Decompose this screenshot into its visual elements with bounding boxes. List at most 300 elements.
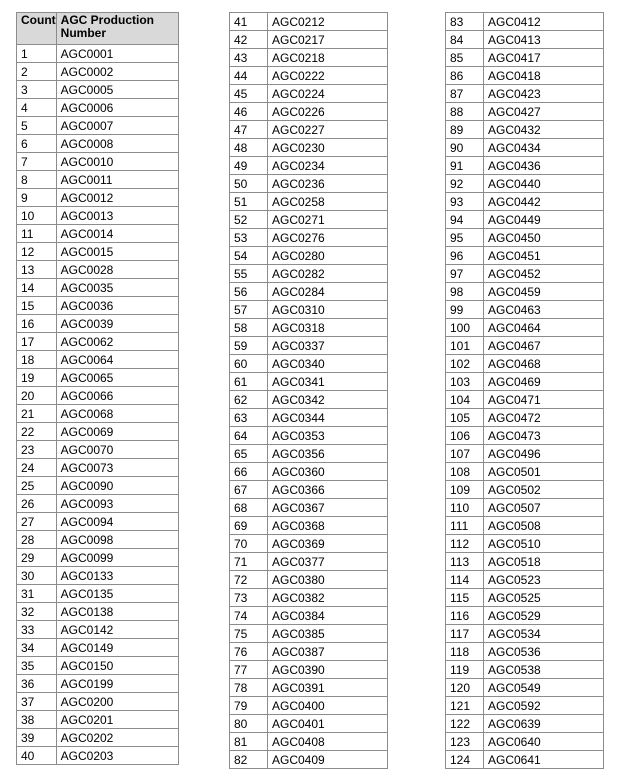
table-row [230, 733, 388, 751]
production-number-cell: AGC0472 [484, 409, 604, 427]
count-cell: 52 [230, 211, 268, 229]
count-cell: 82 [230, 751, 268, 769]
count-cell: 105 [446, 409, 484, 427]
table-row [17, 189, 179, 207]
count-cell: 50 [230, 175, 268, 193]
count-cell: 83 [446, 13, 484, 31]
table-row [446, 319, 604, 337]
count-cell: 117 [446, 625, 484, 643]
count-cell: 57 [230, 301, 268, 319]
count-cell: 62 [230, 391, 268, 409]
table-row [230, 409, 388, 427]
production-number-cell: AGC0467 [484, 337, 604, 355]
count-cell: 64 [230, 427, 268, 445]
production-number-cell: AGC0452 [484, 265, 604, 283]
table-row [230, 49, 388, 67]
count-cell: 123 [446, 733, 484, 751]
table-row [17, 225, 179, 243]
table-row [446, 355, 604, 373]
production-number-cell: AGC0014 [56, 225, 178, 243]
count-cell: 47 [230, 121, 268, 139]
count-cell: 95 [446, 229, 484, 247]
production-number-cell: AGC0367 [268, 499, 388, 517]
table-row [230, 103, 388, 121]
production-table-2 [229, 12, 388, 769]
table-row [230, 193, 388, 211]
production-number-cell: AGC0230 [268, 139, 388, 157]
production-number-cell: AGC0449 [484, 211, 604, 229]
count-cell: 89 [446, 121, 484, 139]
table-row [17, 369, 179, 387]
count-cell: 15 [17, 297, 57, 315]
production-number-cell: AGC0536 [484, 643, 604, 661]
production-number-cell: AGC0066 [56, 387, 178, 405]
table-row [17, 639, 179, 657]
table-row [230, 31, 388, 49]
table-row [17, 99, 179, 117]
count-cell: 98 [446, 283, 484, 301]
count-cell: 25 [17, 477, 57, 495]
count-cell: 38 [17, 711, 57, 729]
production-number-cell: AGC0013 [56, 207, 178, 225]
production-number-cell: AGC0641 [484, 751, 604, 769]
count-cell: 29 [17, 549, 57, 567]
count-cell: 8 [17, 171, 57, 189]
count-cell: 55 [230, 265, 268, 283]
table-row [17, 747, 179, 765]
production-number-cell: AGC0538 [484, 661, 604, 679]
production-number-cell: AGC0212 [268, 13, 388, 31]
count-cell: 106 [446, 427, 484, 445]
count-cell: 100 [446, 319, 484, 337]
production-number-cell: AGC0217 [268, 31, 388, 49]
count-cell: 90 [446, 139, 484, 157]
table-row [17, 459, 179, 477]
production-number-cell: AGC0142 [56, 621, 178, 639]
count-cell: 76 [230, 643, 268, 661]
production-number-cell: AGC0218 [268, 49, 388, 67]
production-number-cell: AGC0427 [484, 103, 604, 121]
count-cell: 12 [17, 243, 57, 261]
table-row [17, 693, 179, 711]
table-row [17, 621, 179, 639]
count-cell: 93 [446, 193, 484, 211]
production-number-cell: AGC0366 [268, 481, 388, 499]
table-row [446, 679, 604, 697]
production-number-cell: AGC0090 [56, 477, 178, 495]
table-row [446, 157, 604, 175]
count-cell: 58 [230, 319, 268, 337]
count-cell: 121 [446, 697, 484, 715]
table-row [446, 373, 604, 391]
table-row [446, 193, 604, 211]
table-row [446, 715, 604, 733]
table-row [17, 117, 179, 135]
production-number-cell: AGC0534 [484, 625, 604, 643]
count-cell: 120 [446, 679, 484, 697]
production-number-cell: AGC0005 [56, 81, 178, 99]
table-row [17, 153, 179, 171]
production-number-cell: AGC0284 [268, 283, 388, 301]
count-cell: 20 [17, 387, 57, 405]
count-cell: 118 [446, 643, 484, 661]
production-number-cell: AGC0015 [56, 243, 178, 261]
table-row [446, 49, 604, 67]
table-row [230, 67, 388, 85]
count-cell: 36 [17, 675, 57, 693]
table-row [230, 481, 388, 499]
production-number-cell: AGC0201 [56, 711, 178, 729]
count-cell: 86 [446, 67, 484, 85]
production-number-cell: AGC0098 [56, 531, 178, 549]
count-cell: 26 [17, 495, 57, 513]
count-cell: 66 [230, 463, 268, 481]
count-cell: 99 [446, 301, 484, 319]
production-number-cell: AGC0469 [484, 373, 604, 391]
table-row [17, 675, 179, 693]
production-number-cell: AGC0417 [484, 49, 604, 67]
production-number-cell: AGC0400 [268, 697, 388, 715]
table-row [446, 589, 604, 607]
count-cell: 40 [17, 747, 57, 765]
count-cell: 27 [17, 513, 57, 531]
count-cell: 43 [230, 49, 268, 67]
production-number-cell: AGC0412 [484, 13, 604, 31]
table-row [446, 211, 604, 229]
count-cell: 87 [446, 85, 484, 103]
count-cell: 17 [17, 333, 57, 351]
production-number-cell: AGC0382 [268, 589, 388, 607]
production-number-cell: AGC0028 [56, 261, 178, 279]
table-row [446, 103, 604, 121]
production-number-cell: AGC0202 [56, 729, 178, 747]
table-row [446, 247, 604, 265]
table-row [446, 121, 604, 139]
table-row [230, 553, 388, 571]
table-row [230, 13, 388, 31]
table-row [446, 643, 604, 661]
count-cell: 115 [446, 589, 484, 607]
count-cell: 68 [230, 499, 268, 517]
production-number-cell: AGC0464 [484, 319, 604, 337]
count-cell: 11 [17, 225, 57, 243]
production-number-cell: AGC0463 [484, 301, 604, 319]
production-number-cell: AGC0150 [56, 657, 178, 675]
count-cell: 94 [446, 211, 484, 229]
production-number-cell: AGC0149 [56, 639, 178, 657]
table-row [230, 373, 388, 391]
production-number-cell: AGC0408 [268, 733, 388, 751]
count-cell: 111 [446, 517, 484, 535]
count-cell: 102 [446, 355, 484, 373]
count-cell: 109 [446, 481, 484, 499]
count-cell: 113 [446, 553, 484, 571]
count-cell: 79 [230, 697, 268, 715]
production-number-cell: AGC0471 [484, 391, 604, 409]
table-row [230, 679, 388, 697]
production-number-cell: AGC0380 [268, 571, 388, 589]
table-row [230, 301, 388, 319]
production-number-cell: AGC0036 [56, 297, 178, 315]
table-row [17, 531, 179, 549]
count-cell: 30 [17, 567, 57, 585]
production-number-cell: AGC0280 [268, 247, 388, 265]
count-cell: 101 [446, 337, 484, 355]
production-number-cell: AGC0451 [484, 247, 604, 265]
table-row [17, 387, 179, 405]
table-row [230, 751, 388, 769]
table-row [230, 661, 388, 679]
table-row [17, 243, 179, 261]
table-row [230, 463, 388, 481]
count-cell: 85 [446, 49, 484, 67]
production-number-cell: AGC0006 [56, 99, 178, 117]
table-row [230, 85, 388, 103]
count-cell: 77 [230, 661, 268, 679]
count-cell: 61 [230, 373, 268, 391]
production-number-cell: AGC0068 [56, 405, 178, 423]
table-row [17, 135, 179, 153]
table-row [17, 603, 179, 621]
production-number-cell: AGC0423 [484, 85, 604, 103]
production-number-cell: AGC0387 [268, 643, 388, 661]
table-row [446, 481, 604, 499]
count-cell: 56 [230, 283, 268, 301]
production-number-cell: AGC0356 [268, 445, 388, 463]
production-number-header: AGC Production Number [56, 13, 178, 45]
table-row [446, 139, 604, 157]
table-row [230, 337, 388, 355]
production-number-cell: AGC0337 [268, 337, 388, 355]
count-cell: 42 [230, 31, 268, 49]
count-cell: 13 [17, 261, 57, 279]
table-row [446, 391, 604, 409]
table-row [17, 279, 179, 297]
production-number-cell: AGC0390 [268, 661, 388, 679]
count-cell: 44 [230, 67, 268, 85]
table-row [230, 643, 388, 661]
production-number-cell: AGC0368 [268, 517, 388, 535]
count-cell: 41 [230, 13, 268, 31]
count-cell: 37 [17, 693, 57, 711]
production-number-cell: AGC0640 [484, 733, 604, 751]
table-row [446, 13, 604, 31]
count-cell: 16 [17, 315, 57, 333]
count-cell: 48 [230, 139, 268, 157]
production-number-cell: AGC0224 [268, 85, 388, 103]
production-number-cell: AGC0344 [268, 409, 388, 427]
production-number-cell: AGC0440 [484, 175, 604, 193]
count-cell: 1 [17, 45, 57, 63]
count-header: Count [17, 13, 57, 45]
table-row [230, 607, 388, 625]
production-number-cell: AGC0391 [268, 679, 388, 697]
production-number-cell: AGC0227 [268, 121, 388, 139]
table-row [230, 535, 388, 553]
count-cell: 75 [230, 625, 268, 643]
production-number-cell: AGC0282 [268, 265, 388, 283]
production-number-cell: AGC0008 [56, 135, 178, 153]
table-row [446, 553, 604, 571]
table-row [230, 247, 388, 265]
count-cell: 73 [230, 589, 268, 607]
table-row [446, 733, 604, 751]
table-row [230, 391, 388, 409]
count-cell: 107 [446, 445, 484, 463]
production-number-cell: AGC0401 [268, 715, 388, 733]
production-number-cell: AGC0508 [484, 517, 604, 535]
production-number-cell: AGC0507 [484, 499, 604, 517]
count-cell: 122 [446, 715, 484, 733]
count-cell: 23 [17, 441, 57, 459]
table-row [17, 261, 179, 279]
production-number-cell: AGC0138 [56, 603, 178, 621]
table-row [446, 427, 604, 445]
count-cell: 21 [17, 405, 57, 423]
production-number-cell: AGC0592 [484, 697, 604, 715]
production-number-cell: AGC0070 [56, 441, 178, 459]
production-number-cell: AGC0203 [56, 747, 178, 765]
production-number-cell: AGC0450 [484, 229, 604, 247]
count-cell: 112 [446, 535, 484, 553]
count-cell: 84 [446, 31, 484, 49]
count-cell: 119 [446, 661, 484, 679]
production-number-cell: AGC0001 [56, 45, 178, 63]
count-cell: 91 [446, 157, 484, 175]
count-cell: 78 [230, 679, 268, 697]
production-number-cell: AGC0062 [56, 333, 178, 351]
table-row [17, 567, 179, 585]
table-row [17, 423, 179, 441]
count-cell: 72 [230, 571, 268, 589]
count-cell: 4 [17, 99, 57, 117]
table-row [446, 571, 604, 589]
production-number-cell: AGC0473 [484, 427, 604, 445]
count-cell: 39 [17, 729, 57, 747]
table-row [17, 441, 179, 459]
table-row [230, 571, 388, 589]
count-cell: 10 [17, 207, 57, 225]
table-row [446, 751, 604, 769]
production-number-cell: AGC0002 [56, 63, 178, 81]
count-cell: 124 [446, 751, 484, 769]
production-number-cell: AGC0093 [56, 495, 178, 513]
count-cell: 110 [446, 499, 484, 517]
table-row [446, 607, 604, 625]
table-row [17, 351, 179, 369]
production-number-cell: AGC0413 [484, 31, 604, 49]
count-cell: 2 [17, 63, 57, 81]
production-number-cell: AGC0639 [484, 715, 604, 733]
table-row [446, 445, 604, 463]
production-number-cell: AGC0340 [268, 355, 388, 373]
table-row [230, 283, 388, 301]
count-cell: 96 [446, 247, 484, 265]
count-cell: 88 [446, 103, 484, 121]
table-row [446, 661, 604, 679]
count-cell: 14 [17, 279, 57, 297]
count-cell: 18 [17, 351, 57, 369]
production-number-cell: AGC0459 [484, 283, 604, 301]
table-row [446, 229, 604, 247]
production-number-cell: AGC0276 [268, 229, 388, 247]
production-number-cell: AGC0064 [56, 351, 178, 369]
table-row [17, 729, 179, 747]
table-row [230, 319, 388, 337]
count-cell: 45 [230, 85, 268, 103]
table-row [446, 67, 604, 85]
count-cell: 97 [446, 265, 484, 283]
count-cell: 9 [17, 189, 57, 207]
table-row [446, 175, 604, 193]
production-number-cell: AGC0502 [484, 481, 604, 499]
table-row [230, 625, 388, 643]
production-number-cell: AGC0069 [56, 423, 178, 441]
table-row [446, 301, 604, 319]
table-row [446, 535, 604, 553]
table-row [230, 355, 388, 373]
production-number-cell: AGC0258 [268, 193, 388, 211]
production-number-cell: AGC0442 [484, 193, 604, 211]
table-row [17, 711, 179, 729]
production-number-cell: AGC0010 [56, 153, 178, 171]
table-row [17, 657, 179, 675]
table-row [17, 495, 179, 513]
count-cell: 63 [230, 409, 268, 427]
table-row [17, 333, 179, 351]
count-cell: 114 [446, 571, 484, 589]
count-cell: 32 [17, 603, 57, 621]
table-row [230, 589, 388, 607]
table-row [446, 499, 604, 517]
count-cell: 5 [17, 117, 57, 135]
table-row [17, 45, 179, 63]
table-row [230, 175, 388, 193]
table-row [17, 207, 179, 225]
production-number-cell: AGC0099 [56, 549, 178, 567]
production-number-cell: AGC0468 [484, 355, 604, 373]
table-row [17, 81, 179, 99]
table-row [17, 513, 179, 531]
table-row [230, 715, 388, 733]
table-row [446, 85, 604, 103]
table-row [230, 139, 388, 157]
count-cell: 80 [230, 715, 268, 733]
production-number-cell: AGC0436 [484, 157, 604, 175]
production-number-cell: AGC0385 [268, 625, 388, 643]
production-number-cell: AGC0199 [56, 675, 178, 693]
table-row [17, 297, 179, 315]
production-number-cell: AGC0523 [484, 571, 604, 589]
production-number-cell: AGC0409 [268, 751, 388, 769]
production-table-3 [445, 12, 604, 769]
count-cell: 6 [17, 135, 57, 153]
count-cell: 35 [17, 657, 57, 675]
production-number-cell: AGC0510 [484, 535, 604, 553]
production-number-cell: AGC0434 [484, 139, 604, 157]
production-number-cell: AGC0222 [268, 67, 388, 85]
table-row [230, 121, 388, 139]
production-number-cell: AGC0518 [484, 553, 604, 571]
table-row [17, 315, 179, 333]
production-number-cell: AGC0007 [56, 117, 178, 135]
production-number-cell: AGC0384 [268, 607, 388, 625]
production-number-cell: AGC0012 [56, 189, 178, 207]
table-row [446, 697, 604, 715]
production-number-cell: AGC0094 [56, 513, 178, 531]
production-number-cell: AGC0035 [56, 279, 178, 297]
production-number-cell: AGC0342 [268, 391, 388, 409]
